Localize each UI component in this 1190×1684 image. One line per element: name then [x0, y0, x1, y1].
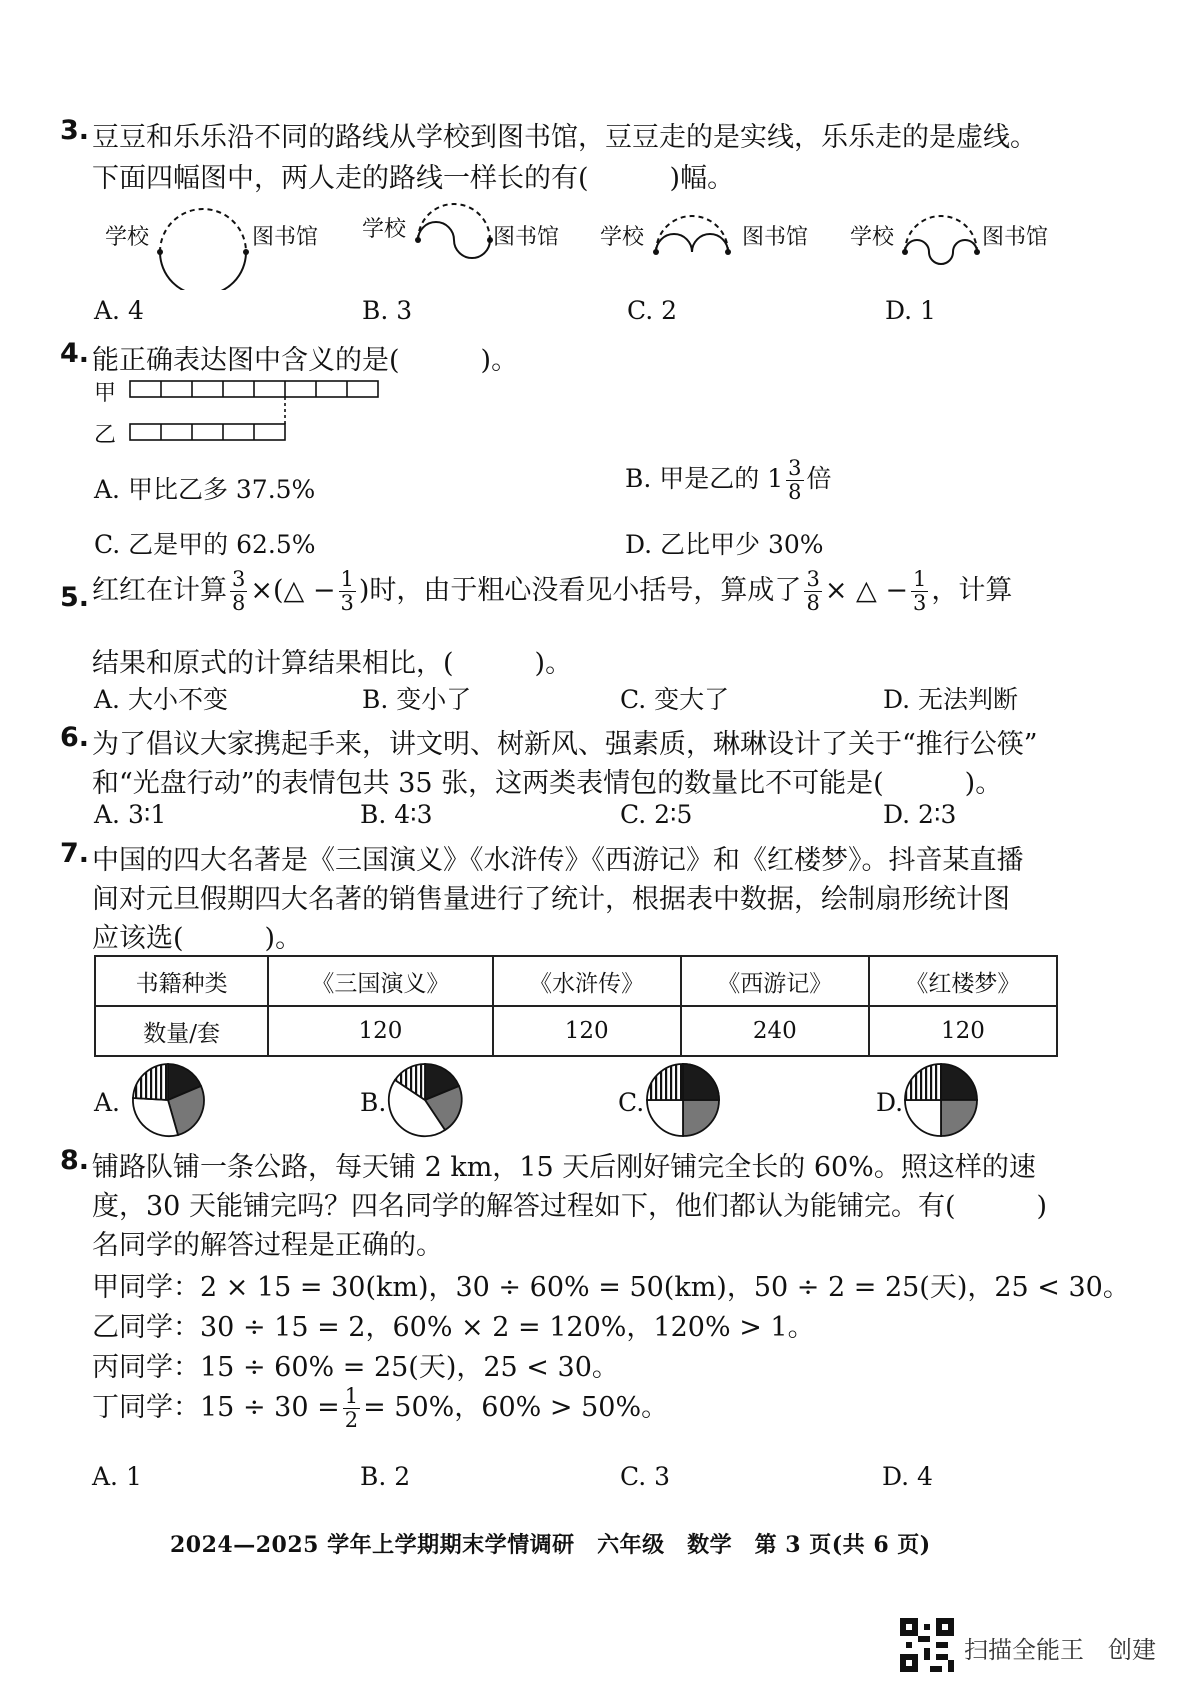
- q7-option-a[interactable]: A.: [94, 1088, 121, 1117]
- q5-option-c[interactable]: C. 变大了: [620, 685, 730, 714]
- q4-number: 4.: [60, 338, 90, 369]
- q8-option-c[interactable]: C. 3: [620, 1462, 671, 1491]
- q3-fig1-library: 图书馆: [252, 225, 319, 250]
- q7-pie-options: [0, 1060, 1190, 1150]
- q8-student-bing: 丙同学：15 ÷ 60% = 25(天)，25 < 30。: [92, 1352, 619, 1383]
- q7-line1: 中国的四大名著是《三国演义》《水浒传》《西游记》和《红楼梦》。抖音某直播: [92, 845, 1024, 876]
- q3-option-c[interactable]: C. 2: [627, 296, 678, 325]
- pie-d: [905, 1064, 977, 1136]
- q5-fraction-3: [804, 569, 821, 614]
- q5-fraction-4: [911, 569, 928, 614]
- table-row-label: 数量/套: [95, 1006, 268, 1056]
- q3-line1: 豆豆和乐乐沿不同的路线从学校到图书馆，豆豆走的是实线，乐乐走的是虚线。: [92, 122, 1037, 153]
- q4-optb-numerator: 3: [788, 456, 802, 480]
- q8-ding-fraction: [343, 1386, 360, 1431]
- q3-fig4-library: 图书馆: [982, 225, 1049, 250]
- q3-fig2-school: 学校: [362, 217, 407, 242]
- q7-line2: 间对元旦假期四大名著的销售量进行了统计，根据表中数据，绘制扇形统计图: [92, 884, 1010, 915]
- q4-option-b[interactable]: [625, 458, 832, 503]
- q7-option-b[interactable]: B.: [360, 1088, 387, 1117]
- q8-ding-text: 丁同学：15 ÷ 30 =: [92, 1392, 340, 1423]
- q5-text-2: ×(△ −: [250, 575, 336, 606]
- q5-f4-den: 3: [913, 591, 927, 615]
- q5-option-b[interactable]: B. 变小了: [362, 685, 472, 714]
- q5-fraction-1: [230, 569, 247, 614]
- q3-fig3-school: 学校: [600, 225, 645, 250]
- q4-option-b-fraction: [786, 458, 803, 503]
- q8-student-jia: 甲同学：2 × 15 = 30(km)，30 ÷ 60% = 50(km)，50 ÷ 2 = 25(天)，25 < 30。: [92, 1272, 1130, 1303]
- pie-a: [133, 1064, 204, 1136]
- q5-text-5: ，计算: [931, 575, 1013, 606]
- q8-number: 8.: [60, 1145, 90, 1176]
- q4-option-b-suffix: 倍: [806, 464, 832, 493]
- q5-option-d[interactable]: D. 无法判断: [883, 685, 1019, 714]
- q8-ding-suffix: = 50%，60% > 50%。: [363, 1392, 669, 1423]
- q3-option-b[interactable]: B. 3: [362, 296, 413, 325]
- q8-ding-num: 1: [344, 1384, 359, 1408]
- q5-option-a[interactable]: A. 大小不变: [94, 685, 228, 714]
- q8-line1: 铺路队铺一条公路，每天铺 2 km，15 天后刚好铺完全长的 60%。照这样的速: [92, 1152, 1036, 1183]
- q6-option-a[interactable]: A. 3∶1: [94, 800, 167, 829]
- q4-label-jia: 甲: [94, 381, 117, 406]
- table-header-cell: 《红楼梦》: [869, 956, 1057, 1006]
- q8-option-a[interactable]: A. 1: [92, 1462, 142, 1491]
- q8-student-ding: [92, 1385, 668, 1431]
- q6-line1: 为了倡议大家携起手来，讲文明、树新风、强素质，琳琳设计了关于“推行公筷”: [92, 729, 1038, 760]
- pie-c: [647, 1064, 719, 1136]
- q3-route-figures: [0, 180, 1190, 290]
- q6-option-d[interactable]: D. 2∶3: [883, 800, 957, 829]
- q5-f3-den: 8: [806, 591, 820, 615]
- q7-number: 7.: [60, 838, 90, 869]
- q5-f4-num: 1: [913, 567, 927, 591]
- table-cell: 240: [681, 1006, 869, 1056]
- q3-number: 3.: [60, 115, 90, 146]
- camscanner-watermark: 扫描全能王 创建: [964, 1636, 1156, 1664]
- q5-text-4: × △ −: [824, 575, 908, 606]
- q8-ding-den: 2: [344, 1408, 359, 1432]
- q4-option-b-text: B. 甲是乙的 1: [625, 464, 784, 493]
- q5-f1-den: 8: [232, 591, 246, 615]
- q5-f2-den: 3: [340, 591, 354, 615]
- q4-bar-diagram: [128, 378, 388, 448]
- q4-optb-denominator: 8: [788, 480, 802, 504]
- table-cell: 120: [869, 1006, 1057, 1056]
- q3-option-a[interactable]: A. 4: [94, 296, 144, 325]
- q8-line2: 度，30 天能铺完吗？四名同学的解答过程如下，他们都认为能铺完。有( ): [92, 1191, 1048, 1222]
- q7-sales-table: [94, 955, 1058, 1057]
- table-row: [95, 1006, 1057, 1056]
- q3-fig2-library: 图书馆: [493, 225, 560, 250]
- q3-fig1-school: 学校: [105, 225, 150, 250]
- q5-fraction-2: [339, 569, 356, 614]
- q4-label-yi: 乙: [94, 423, 117, 448]
- table-header-cell: 书籍种类: [95, 956, 268, 1006]
- q5-f3-num: 3: [806, 567, 820, 591]
- page-footer: 2024—2025 学年上学期期末学情调研 六年级 数学 第 3 页(共 6 页): [170, 1532, 931, 1558]
- q6-number: 6.: [60, 722, 90, 753]
- q4-stem: 能正确表达图中含义的是( )。: [92, 345, 519, 376]
- q5-number: 5.: [60, 582, 90, 613]
- q7-option-c[interactable]: C.: [618, 1088, 645, 1117]
- q8-student-yi: 乙同学：30 ÷ 15 = 2，60% × 2 = 120%，120% > 1。: [92, 1312, 815, 1343]
- q4-option-d[interactable]: D. 乙比甲少 30%: [625, 530, 824, 559]
- table-header-cell: 《水浒传》: [493, 956, 681, 1006]
- q8-line3: 名同学的解答过程是正确的。: [92, 1230, 443, 1261]
- q3-fig3-library: 图书馆: [742, 225, 809, 250]
- table-header-row: [95, 956, 1057, 1006]
- pie-b: [389, 1064, 462, 1136]
- q6-option-c[interactable]: C. 2∶5: [620, 800, 693, 829]
- q5-line1: [92, 568, 1012, 614]
- qr-code-icon: [900, 1618, 954, 1672]
- q6-option-b[interactable]: B. 4∶3: [360, 800, 433, 829]
- q5-f2-num: 1: [340, 567, 354, 591]
- q7-line3: 应该选( )。: [92, 923, 303, 954]
- table-header-cell: 《西游记》: [681, 956, 869, 1006]
- q3-line2: 下面四幅图中，两人走的路线一样长的有( )幅。: [92, 163, 735, 194]
- q3-option-d[interactable]: D. 1: [885, 296, 936, 325]
- q5-text-1: 红红在计算: [92, 575, 227, 606]
- table-header-cell: 《三国演义》: [268, 956, 492, 1006]
- q5-line2: 结果和原式的计算结果相比，( )。: [92, 648, 573, 679]
- q3-fig4-school: 学校: [850, 225, 895, 250]
- q5-f1-num: 3: [232, 567, 246, 591]
- q8-option-b[interactable]: B. 2: [360, 1462, 411, 1491]
- q5-text-3: )时，由于粗心没看见小括号，算成了: [358, 575, 802, 606]
- q4-option-a[interactable]: A. 甲比乙多 37.5%: [94, 475, 316, 504]
- table-cell: 120: [268, 1006, 492, 1056]
- q7-option-d[interactable]: D.: [876, 1088, 904, 1117]
- q6-line2: 和“光盘行动”的表情包共 35 张，这两类表情包的数量比不可能是( )。: [92, 768, 1003, 799]
- q8-option-d[interactable]: D. 4: [882, 1462, 933, 1491]
- table-cell: 120: [493, 1006, 681, 1056]
- q4-option-c[interactable]: C. 乙是甲的 62.5%: [94, 530, 316, 559]
